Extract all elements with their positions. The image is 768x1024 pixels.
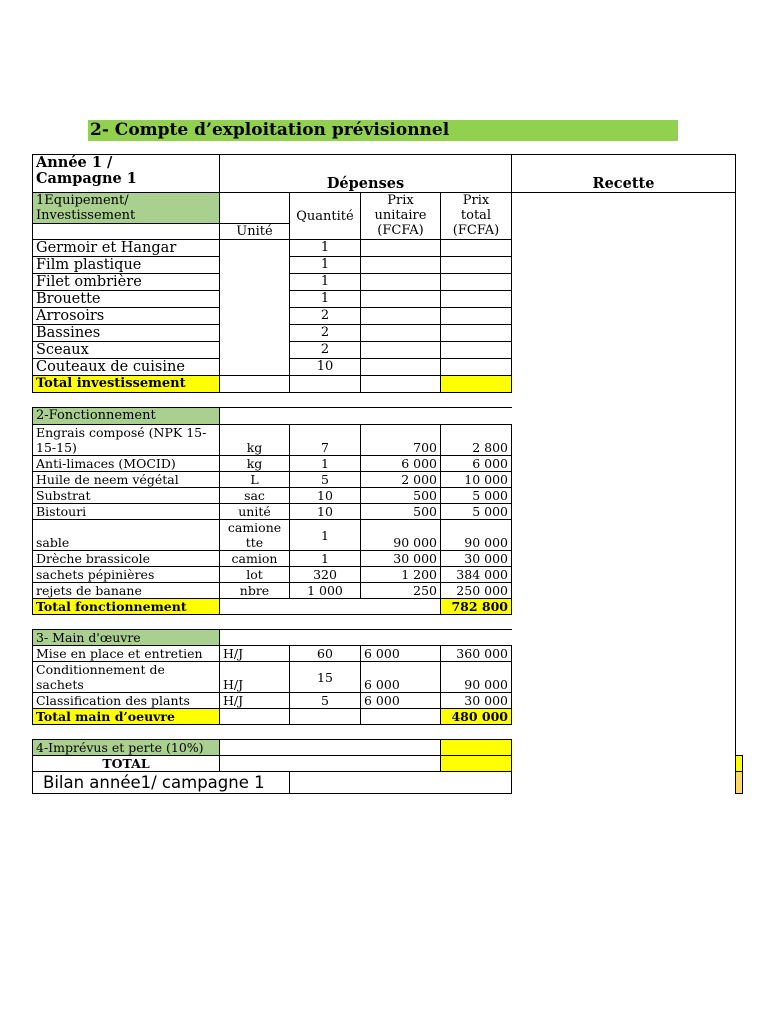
total-investissement-label: Total investissement xyxy=(33,376,220,393)
fonct-item xyxy=(33,425,220,456)
fonct-qty: 7 xyxy=(290,425,361,456)
fonct-item-line-2: 15-15) xyxy=(36,440,77,455)
year-line-1: Année 1 / xyxy=(36,154,113,171)
invest-item: Film plastique xyxy=(33,257,220,274)
operating-account-table xyxy=(32,154,743,794)
invest-pu xyxy=(361,342,441,359)
total-investissement-value xyxy=(441,376,512,393)
investissement-label-line-2: Investissement xyxy=(36,208,136,223)
invest-item: Sceaux xyxy=(33,342,220,359)
invest-pu xyxy=(361,325,441,342)
fonct-pt: 6 000 xyxy=(441,456,512,472)
fonct-qty: 5 xyxy=(290,472,361,488)
mo-item xyxy=(33,662,220,693)
pu-line-1: Prix xyxy=(387,193,414,208)
total-invest-cell xyxy=(290,376,361,393)
total-value xyxy=(441,756,512,772)
fonct-pu: 6 000 xyxy=(361,456,441,472)
fonct-pt: 5 000 xyxy=(441,504,512,520)
total-invest-cell xyxy=(220,376,290,393)
mo-qty: 60 xyxy=(290,646,361,662)
pt-line-2: total xyxy=(460,208,492,223)
mo-pt: 30 000 xyxy=(441,693,512,709)
depenses-header: Dépenses xyxy=(220,155,512,193)
total-main-oeuvre-label: Total main d’oeuvre xyxy=(33,709,220,725)
mo-qty: 15 xyxy=(290,662,361,693)
pu-line-3: (FCFA) xyxy=(377,223,424,238)
mo-pu: 6 000 xyxy=(361,646,441,662)
fonct-unit: kg xyxy=(220,456,290,472)
invest-pu xyxy=(361,359,441,376)
recette-header: Recette xyxy=(512,155,736,193)
total-fonct-spacer xyxy=(220,599,441,615)
main-oeuvre-header-spacer xyxy=(220,630,512,646)
unit-header-spacer xyxy=(220,193,290,224)
bilan-value xyxy=(736,772,743,794)
fonct-item: sachets pépinières xyxy=(33,567,220,583)
imprevus-spacer xyxy=(220,740,441,756)
invest-pt xyxy=(441,342,512,359)
fonct-unit: lot xyxy=(220,567,290,583)
invest-item: Bassines xyxy=(33,325,220,342)
total-fonctionnement-value: 782 800 xyxy=(441,599,512,615)
invest-qty: 1 xyxy=(290,257,361,274)
invest-qty: 1 xyxy=(290,240,361,257)
total-mo-cell xyxy=(361,709,441,725)
year-header-cell xyxy=(33,155,220,193)
unite-header: Unité xyxy=(220,224,290,240)
fonct-qty: 1 000 xyxy=(290,583,361,599)
investissement-label-line-1: 1Equipement/ xyxy=(36,193,129,208)
fonct-pt: 5 000 xyxy=(441,488,512,504)
recette-column xyxy=(512,193,736,794)
fonct-qty: 320 xyxy=(290,567,361,583)
invest-pu xyxy=(361,291,441,308)
bilan-label: Bilan année1/ campagne 1 xyxy=(33,772,290,794)
fonct-pu: 700 xyxy=(361,425,441,456)
invest-unit-merged xyxy=(220,240,290,376)
mo-pu: 6 000 xyxy=(361,662,441,693)
invest-pu xyxy=(361,257,441,274)
fonct-unit: kg xyxy=(220,425,290,456)
invest-pt xyxy=(441,359,512,376)
total-mo-cell xyxy=(290,709,361,725)
total-main-oeuvre-value: 480 000 xyxy=(441,709,512,725)
invest-pu xyxy=(361,274,441,291)
fonct-unit-line-2: tte xyxy=(245,535,264,550)
invest-pt xyxy=(441,291,512,308)
invest-qty: 10 xyxy=(290,359,361,376)
bilan-spacer xyxy=(290,772,512,794)
fonct-item: rejets de banane xyxy=(33,583,220,599)
mo-item-line-2: sachets xyxy=(36,677,84,692)
main-oeuvre-section-label: 3- Main d'œuvre xyxy=(33,630,220,646)
fonct-pu: 500 xyxy=(361,504,441,520)
year-line-2: Campagne 1 xyxy=(36,170,137,187)
invest-pu xyxy=(361,308,441,325)
fonctionnement-section-label: 2-Fonctionnement xyxy=(33,408,220,425)
spacer-row xyxy=(33,393,512,408)
fonct-pt: 30 000 xyxy=(441,551,512,567)
fonct-pu: 30 000 xyxy=(361,551,441,567)
imprevus-value xyxy=(441,740,512,756)
invest-item: Arrosoirs xyxy=(33,308,220,325)
fonct-item: sable xyxy=(33,520,220,551)
pt-line-1: Prix xyxy=(462,193,490,208)
fonct-qty: 10 xyxy=(290,504,361,520)
invest-item: Germoir et Hangar xyxy=(33,240,220,257)
invest-item: Couteaux de cuisine xyxy=(33,359,220,376)
mo-pt: 360 000 xyxy=(441,646,512,662)
fonct-pu: 1 200 xyxy=(361,567,441,583)
invest-qty: 2 xyxy=(290,308,361,325)
mo-qty: 5 xyxy=(290,693,361,709)
fonct-item: Huile de neem végétal xyxy=(33,472,220,488)
fonct-unit: nbre xyxy=(220,583,290,599)
fonct-unit: unité xyxy=(220,504,290,520)
spacer-row xyxy=(33,725,512,740)
page-title: 2- Compte d’exploitation prévisionnel xyxy=(88,120,678,141)
mo-unit: H/J xyxy=(220,662,290,693)
invest-qty: 1 xyxy=(290,274,361,291)
fonct-pt: 250 000 xyxy=(441,583,512,599)
fonct-qty: 1 xyxy=(290,551,361,567)
mo-pu: 6 000 xyxy=(361,693,441,709)
prix-unitaire-header xyxy=(361,193,441,240)
fonct-pu: 250 xyxy=(361,583,441,599)
investissement-section-label xyxy=(33,193,220,224)
total-invest-cell xyxy=(361,376,441,393)
invest-pt xyxy=(441,308,512,325)
fonct-pu: 2 000 xyxy=(361,472,441,488)
mo-item-line-1: Conditionnement de xyxy=(36,662,165,677)
total-spacer xyxy=(220,756,441,772)
invest-qty: 2 xyxy=(290,325,361,342)
fonct-item: Substrat xyxy=(33,488,220,504)
fonct-unit: L xyxy=(220,472,290,488)
fonct-pt: 90 000 xyxy=(441,520,512,551)
pu-line-2: unitaire xyxy=(374,208,427,223)
fonct-unit xyxy=(220,520,290,551)
total-recette-value xyxy=(736,756,743,772)
fonct-item-line-1: Engrais composé (NPK 15- xyxy=(36,425,207,440)
fonct-qty: 1 xyxy=(290,520,361,551)
mo-unit: H/J xyxy=(220,693,290,709)
fonct-item: Bistouri xyxy=(33,504,220,520)
invest-pt xyxy=(441,325,512,342)
fonct-qty: 10 xyxy=(290,488,361,504)
mo-item: Mise en place et entretien xyxy=(33,646,220,662)
total-mo-cell xyxy=(220,709,290,725)
fonct-item: Anti-limaces (MOCID) xyxy=(33,456,220,472)
mo-pt: 90 000 xyxy=(441,662,512,693)
total-fonctionnement-label: Total fonctionnement xyxy=(33,599,220,615)
mo-item: Classification des plants xyxy=(33,693,220,709)
fonct-unit: camion xyxy=(220,551,290,567)
fonct-item: Drèche brassicole xyxy=(33,551,220,567)
invest-pu xyxy=(361,240,441,257)
total-label: TOTAL xyxy=(33,756,220,772)
invest-pt xyxy=(441,257,512,274)
fonct-unit: sac xyxy=(220,488,290,504)
fonct-pt: 2 800 xyxy=(441,425,512,456)
fonct-pt: 10 000 xyxy=(441,472,512,488)
quantite-header: Quantité xyxy=(290,193,361,240)
fonct-pt: 384 000 xyxy=(441,567,512,583)
invest-qty: 1 xyxy=(290,291,361,308)
fonctionnement-header-spacer xyxy=(220,408,512,425)
investissement-blank-cell xyxy=(33,224,220,240)
fonct-pu: 500 xyxy=(361,488,441,504)
prix-total-header xyxy=(441,193,512,240)
invest-item: Filet ombrière xyxy=(33,274,220,291)
pt-line-3: (FCFA) xyxy=(452,223,500,238)
spacer-row xyxy=(33,615,512,630)
invest-pt xyxy=(441,274,512,291)
fonct-unit-line-1: camione xyxy=(227,520,282,535)
imprevus-label: 4-Imprévus et perte (10%) xyxy=(33,740,220,756)
invest-qty: 2 xyxy=(290,342,361,359)
fonct-qty: 1 xyxy=(290,456,361,472)
invest-item: Brouette xyxy=(33,291,220,308)
fonct-pu: 90 000 xyxy=(361,520,441,551)
mo-unit: H/J xyxy=(220,646,290,662)
invest-pt xyxy=(441,240,512,257)
